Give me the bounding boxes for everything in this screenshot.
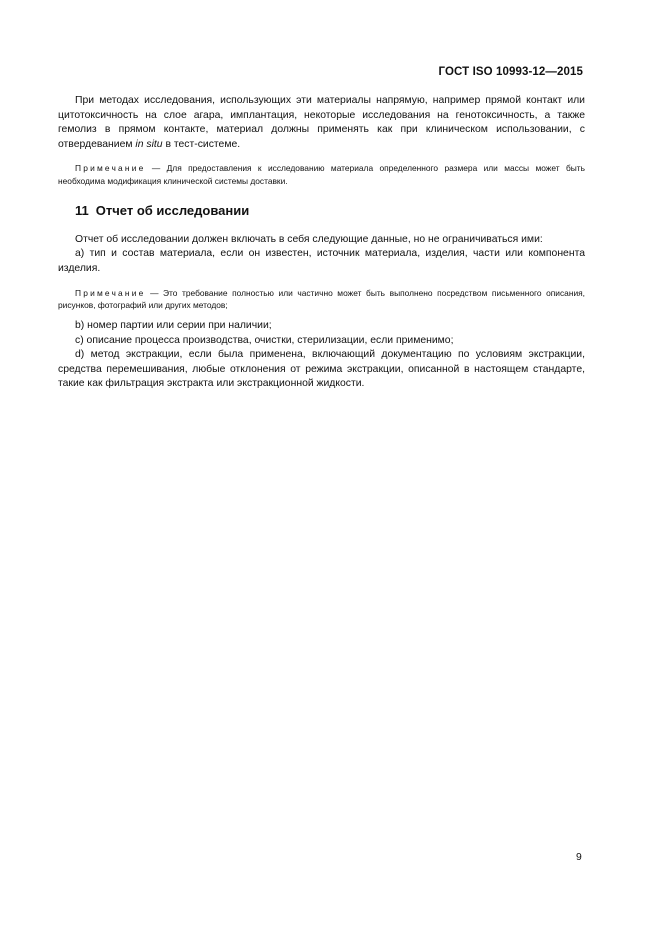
list-item-a: a) тип и состав материала, если он известен, источник материала, изделия, части или компонента изделия. bbox=[58, 248, 585, 274]
section-title: Отчет об исследовании bbox=[95, 202, 250, 218]
document-code-header: ГОСТ ISO 10993-12—2015 bbox=[438, 66, 583, 78]
note-material-size bbox=[58, 162, 585, 186]
page-number: 9 bbox=[576, 852, 582, 863]
paragraph-methods-text: При методах исследования, использующих эти материалы напрямую, например прямой контакт или цитотоксичность на слое агара, имплантация, некоторые исследования на генотоксичность, а также гемолиз в прямом контакте, материал должны применять как при клиническом использовании, с отвердеванием bbox=[58, 95, 585, 150]
in-situ-term: in situ bbox=[135, 138, 163, 150]
note-text: — Для предоставления к исследованию материала определенного размера или массы может быть необходима модификация клинической системы доставки. bbox=[58, 163, 585, 186]
list-item-b: b) номер партии или серии при наличии; bbox=[75, 319, 272, 331]
paragraph-report: Отчет об исследовании должен включать в себя следующие данные, но не ограничиваться ими: bbox=[75, 233, 543, 245]
note-text: — Это требование полностью или частично может быть выполнено посредством письменного описания, рисунков, фотографий или других методов; bbox=[58, 287, 585, 310]
paragraph-methods bbox=[58, 94, 585, 152]
list-item-c: c) описание процесса производства, очистки, стерилизации, если применимо; bbox=[75, 334, 454, 346]
paragraph-methods-end: в тест-системе. bbox=[162, 138, 241, 150]
note-requirement bbox=[58, 287, 585, 311]
section-heading bbox=[75, 203, 585, 219]
page-content bbox=[58, 94, 585, 392]
note-label: Примечание bbox=[75, 287, 146, 298]
note-label: Примечание bbox=[75, 163, 146, 174]
list-item-d: d) метод экстракции, если была применена, включающий документацию по условиям экстракции, средства перемешивания, любые отклонения от режима экстракции, описанной в настоящем стандарте, такие как фильтрация экстракта или экстракционной жидкости. bbox=[58, 349, 585, 390]
section-number: 11 bbox=[75, 202, 89, 218]
